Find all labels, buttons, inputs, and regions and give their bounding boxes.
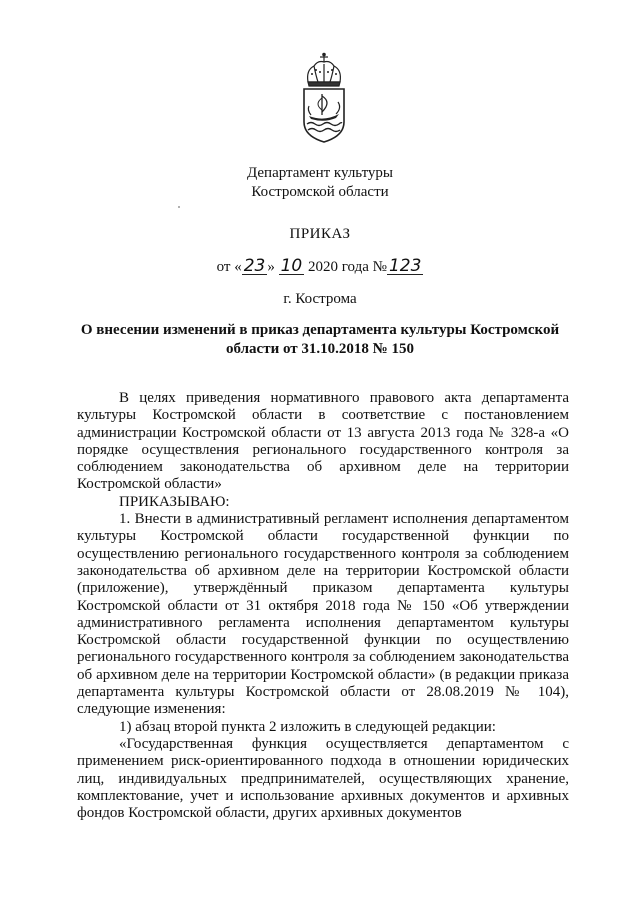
document-title: ПРИКАЗ	[289, 226, 351, 242]
order-day-handwritten: 23	[243, 256, 266, 276]
paragraph-quote: «Государственная функция осуществляется департаментом с применением риск-ориентированного подхода в отношении юридических лиц, индивидуальных предпринимателей, осуществляющих хранение, комплектование, учет и использование архивных документов и архивных фондов Костромской области, других архивных документов	[77, 735, 569, 822]
paragraph-order-word: ПРИКАЗЫВАЮ:	[119, 493, 230, 510]
paragraph-subitem-1: 1) абзац второй пункта 2 изложить в следующей редакции:	[119, 718, 496, 735]
document-body	[77, 390, 569, 822]
order-mid: »	[267, 259, 279, 275]
department-line-2: Костромской области	[251, 184, 389, 200]
order-number-handwritten: 123	[388, 256, 422, 276]
order-date-number-line	[0, 258, 640, 276]
document-heading: О внесении изменений в приказ департамента культуры Костромской области от 31.10.2018 № 150	[80, 322, 560, 357]
department-line-1: Департамент культуры	[246, 165, 394, 181]
coat-of-arms-emblem	[298, 52, 350, 144]
paragraph-preamble: В целях приведения нормативного правового акта департамента культуры Костромской области в соответствие с постановлением администрации Костромской области от 13 августа 2013 года № 328-а «О порядке осуществления регионального государственного контроля за соблюдением законодательства об архивном деле на территории Костромской области»	[77, 390, 569, 493]
order-prefix: от «	[216, 259, 242, 275]
paragraph-item-1: 1. Внести в административный регламент исполнения департаментом культуры Костромской области государственной функции по осуществлению регионального государственного контроля за соблюдением законодательства об архивном деле на территории Костромской области (приложение), утверждённый приказом департамента культуры Костромской области от 31 октября 2018 года № 150 «Об утверждении административного регламента исполнения департаментом культуры Костромской области государственной функции по осуществлению регионального государственного контроля за соблюдением законодательства об архивном деле на территории Костромской области» (в редакции приказа департамента культуры Костромской области от 28.08.2019 № 104), следующие изменения:	[77, 511, 569, 718]
order-year: 2020 года №	[304, 259, 387, 275]
scan-speck	[178, 206, 180, 208]
department-name	[0, 164, 640, 202]
order-month-handwritten: 10	[280, 256, 303, 276]
city-line: г. Кострома	[283, 291, 357, 307]
